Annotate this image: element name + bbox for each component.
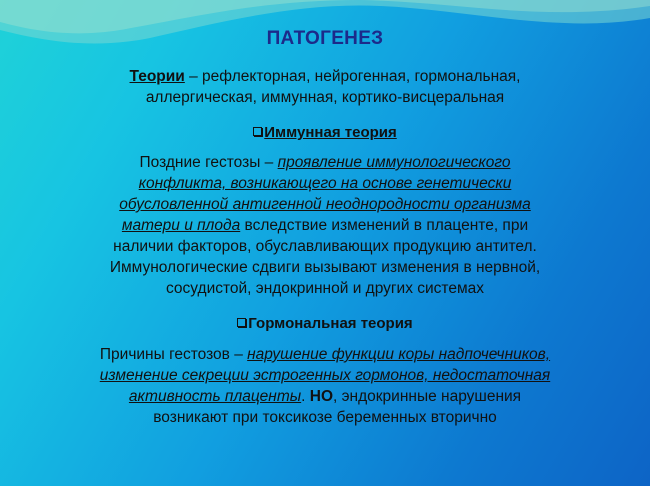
immune-text-1a: Поздние гестозы – [139, 154, 278, 171]
hormonal-text-3d: , эндокринные нарушения [333, 388, 522, 405]
hormonal-heading-text: Гормональная теория [248, 315, 413, 332]
hormonal-line-2: изменение секреции эстрогенных гормонов, недостаточная [99, 367, 551, 384]
hormonal-text-1a: Причины гестозов – [99, 346, 248, 363]
hormonal-text-3a: активность плаценты [128, 388, 302, 405]
immune-heading-text: Иммунная теория [264, 124, 397, 141]
immune-text-4a: матери и плода [121, 217, 241, 234]
immune-line-7: сосудистой, эндокринной и других системах [166, 280, 484, 297]
hormonal-theory-heading [0, 313, 650, 334]
checkbox-bullet-icon [253, 127, 262, 136]
immune-line-2: конфликта, возникающего на основе генетически [138, 175, 512, 192]
hormonal-text-1b: нарушение функции коры надпочечников, [247, 346, 551, 363]
checkbox-bullet-icon [237, 318, 246, 327]
theories-line-1 [0, 66, 650, 87]
immune-line-4 [0, 215, 650, 236]
hormonal-line-4: возникают при токсикозе беременных вторично [153, 409, 497, 426]
hormonal-text-3b: . [301, 388, 310, 405]
immune-line-3: обусловленной антигенной неоднородности организма [119, 196, 531, 213]
page-title: ПАТОГЕНЕЗ [266, 28, 384, 49]
immune-text-1b: проявление иммунологического [277, 154, 511, 171]
hormonal-text-3c: НО [309, 388, 334, 405]
theories-line-2: аллергическая, иммунная, кортико-висцеральная [145, 89, 505, 106]
immune-text-4b: вследствие изменений в плаценте, при [240, 217, 529, 234]
hormonal-line-3 [0, 386, 650, 407]
theories-term: Теории [129, 68, 185, 85]
hormonal-line-1 [0, 344, 650, 365]
immune-line-6: Иммунологические сдвиги вызывают изменения в нервной, [109, 259, 541, 276]
immune-theory-heading [0, 122, 650, 143]
immune-line-5: наличии факторов, обуславливающих продукцию антител. [113, 238, 537, 255]
theories-list-part-1: – рефлекторная, нейрогенная, гормональная, [184, 68, 521, 85]
immune-line-1 [0, 152, 650, 173]
